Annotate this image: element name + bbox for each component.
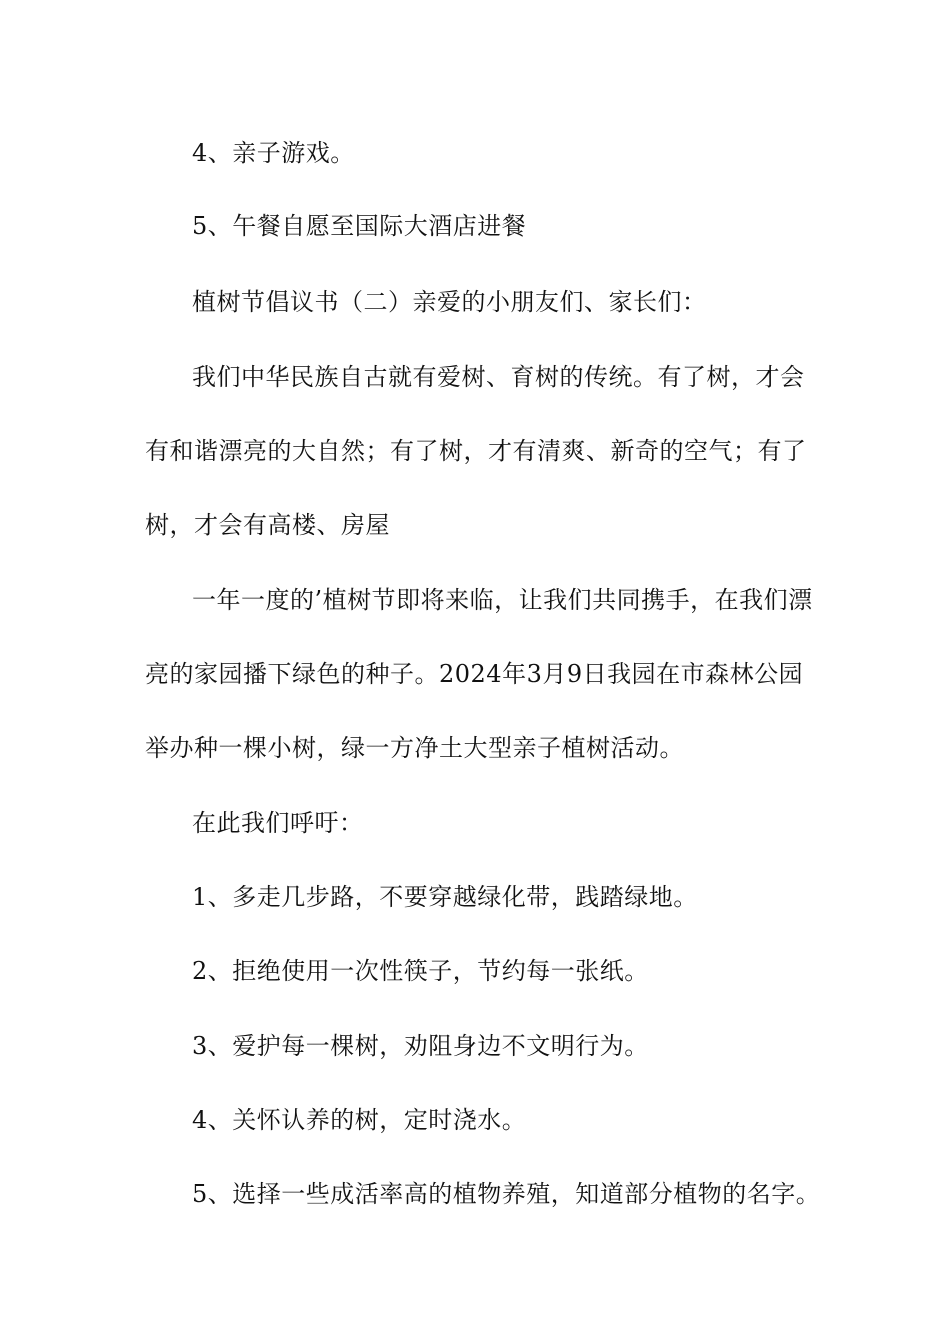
list-item-parent-child-game: 4、亲子游戏。 (192, 139, 355, 167)
paragraph-line: 树，才会有高楼、房屋 (145, 511, 390, 539)
list-item-lunch: 5、午餐自愿至国际大酒店进餐 (192, 212, 527, 240)
proposal-heading: 植树节倡议书（二）亲爱的小朋友们、家长们： (192, 288, 707, 316)
list-item: 3、爱护每一棵树，劝阻身边不文明行为。 (192, 1032, 649, 1060)
paragraph-line: 一年一度的’植树节即将来临，让我们共同携手，在我们漂 (192, 586, 813, 614)
list-item: 2、拒绝使用一次性筷子，节约每一张纸。 (192, 957, 649, 985)
list-item: 4、关怀认养的树，定时浇水。 (192, 1106, 527, 1134)
list-item: 1、多走几步路，不要穿越绿化带，践踏绿地。 (192, 883, 698, 911)
paragraph-line: 亮的家园播下绿色的种子。2024年3月9日我园在市森林公园 (145, 660, 804, 688)
paragraph-line: 我们中华民族自古就有爱树、育树的传统。有了树，才会 (192, 363, 805, 391)
paragraph-line: 举办种一棵小树，绿一方净土大型亲子植树活动。 (145, 734, 684, 762)
list-item: 5、选择一些成活率高的植物养殖，知道部分植物的名字。 (192, 1180, 821, 1208)
appeal-intro: 在此我们呼吁： (192, 809, 364, 837)
paragraph-line: 有和谐漂亮的大自然；有了树，才有清爽、新奇的空气；有了 (145, 437, 807, 465)
